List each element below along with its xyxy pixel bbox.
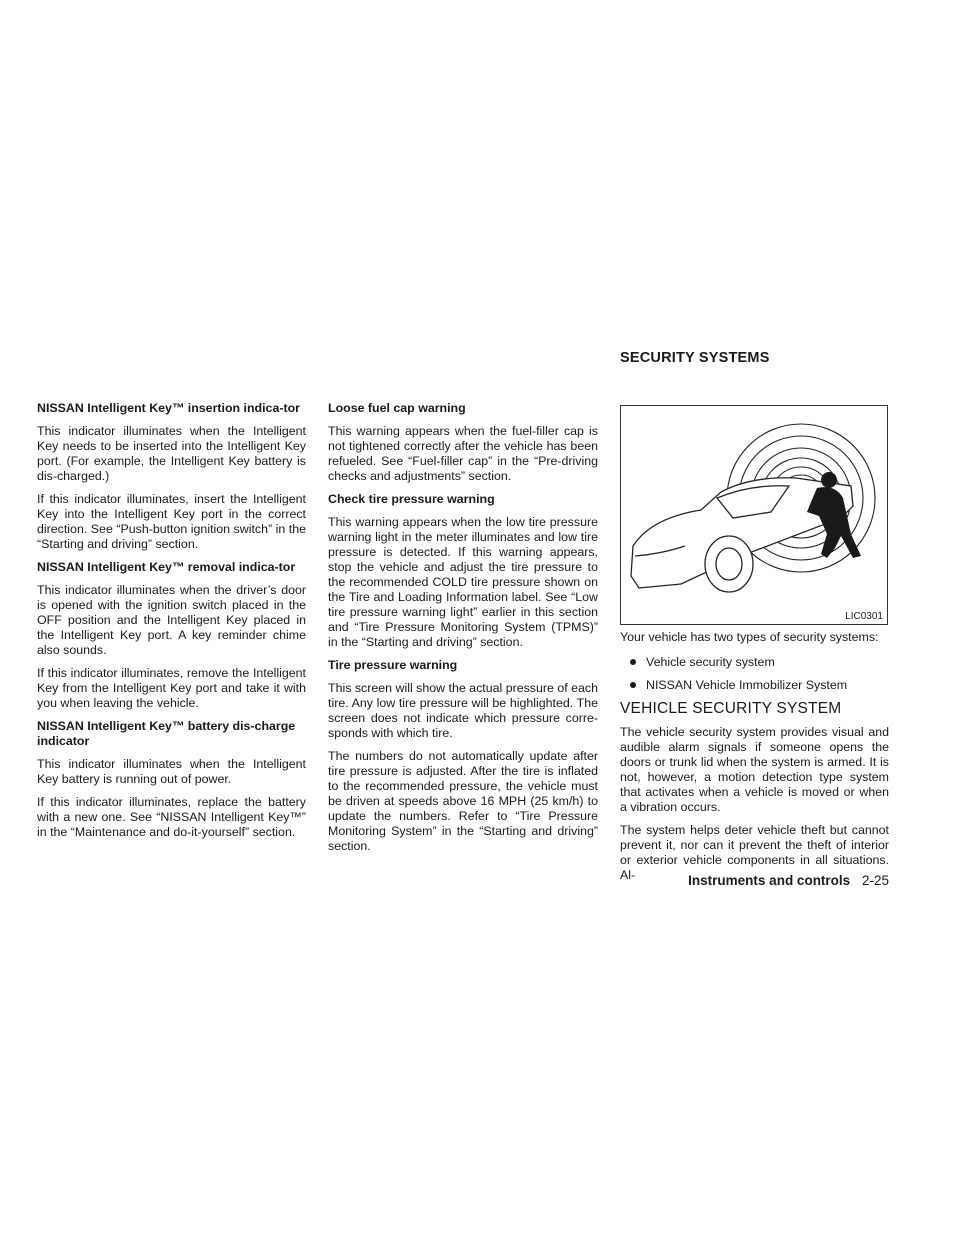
paragraph: The numbers do not automatically update after tire pressure is adjusted. After the tire is inflated to the recommended pressure, the vehicle must be driven at speeds above 16 MPH (25 km/h) to update the numbers. Refer to “Tire Pressure Monitoring System” in the “Starting and driving” section. bbox=[328, 749, 598, 853]
subheading-loose-fuel-cap: Loose fuel cap warning bbox=[328, 401, 466, 415]
section-title: SECURITY SYSTEMS bbox=[620, 350, 770, 366]
paragraph: This indicator illuminates when the Intelligent Key needs to be inserted into the Intelligent Key port. (For example, the Intelligent Key battery is dis-charged.) bbox=[37, 424, 306, 483]
paragraph: This warning appears when the fuel-filler cap is not tightened correctly after the vehicle has been refueled. See “Fuel-filler cap” in the “Pre-driving checks and adjustments” section. bbox=[328, 424, 598, 483]
subheading-tire-pressure-warning: Tire pressure warning bbox=[328, 658, 458, 672]
subheading-battery-discharge-indicator: NISSAN Intelligent Key™ battery dis-charge indicator bbox=[37, 719, 296, 748]
column-right bbox=[620, 630, 889, 891]
heading-vehicle-security-system: VEHICLE SECURITY SYSTEM bbox=[620, 700, 842, 717]
figure-label: LIC0301 bbox=[845, 611, 883, 622]
paragraph: This indicator illuminates when the Intelligent Key battery is running out of power. bbox=[37, 757, 306, 786]
column-left bbox=[37, 401, 306, 848]
paragraph: If this indicator illuminates, remove the Intelligent Key from the Intelligent Key port and take it with you when leaving the vehicle. bbox=[37, 666, 306, 710]
car-alarm-illustration-icon bbox=[621, 406, 887, 624]
column-middle bbox=[328, 401, 598, 862]
subheading-check-tire-pressure: Check tire pressure warning bbox=[328, 492, 495, 506]
paragraph: The vehicle security system provides visual and audible alarm signals if someone opens the doors or trunk lid when the system is armed. It is not, however, a motion detection type system that activates when a vehicle is moved or when a vibration occurs. bbox=[620, 725, 889, 814]
subheading-removal-indicator: NISSAN Intelligent Key™ removal indica-tor bbox=[37, 560, 296, 574]
paragraph: If this indicator illuminates, replace the battery with a new one. See “NISSAN Intelligent Key™” in the “Maintenance and do-it-yourself” section. bbox=[37, 795, 306, 839]
paragraph: This warning appears when the low tire pressure warning light in the meter illuminates and low tire pressure is detected. If this warning appears, stop the vehicle and adjust the tire pressure to the recommended COLD tire pressure shown on the Tire and Loading Information label. See “Low tire pressure warning light” earlier in this section and “Tire Pressure Monitoring System (TPMS)” in the “Starting and driving” section. bbox=[328, 515, 598, 649]
security-illustration bbox=[620, 405, 888, 625]
list-item: Vehicle security system bbox=[620, 655, 889, 670]
security-types-list bbox=[620, 655, 889, 693]
page-footer bbox=[688, 873, 889, 888]
page-number: 2-25 bbox=[861, 873, 889, 888]
paragraph-intro: Your vehicle has two types of security systems: bbox=[620, 630, 879, 644]
paragraph: If this indicator illuminates, insert the Intelligent Key into the Intelligent Key port in the correct direction. See “Push-button ignition switch” in the “Starting and driving” section. bbox=[37, 492, 306, 551]
paragraph: The system helps deter vehicle theft but cannot prevent it, nor can it prevent the theft of interior or exterior vehicle components in all situations. Al- bbox=[620, 823, 889, 882]
paragraph: This screen will show the actual pressure of each tire. Any low tire pressure will be highlighted. The screen does not indicate which pressure corre-sponds with which tire. bbox=[328, 681, 598, 740]
subheading-insertion-indicator: NISSAN Intelligent Key™ insertion indica-tor bbox=[37, 401, 300, 415]
footer-section-label: Instruments and controls bbox=[688, 873, 851, 888]
list-item: NISSAN Vehicle Immobilizer System bbox=[620, 678, 889, 693]
paragraph: This indicator illuminates when the driver’s door is opened with the ignition switch placed in the OFF position and the Intelligent Key placed in the Intelligent Key port. A key reminder chime also sounds. bbox=[37, 583, 306, 657]
